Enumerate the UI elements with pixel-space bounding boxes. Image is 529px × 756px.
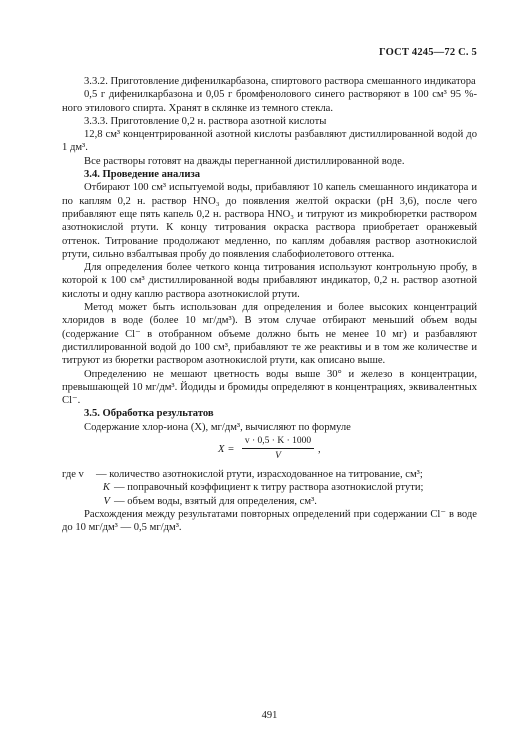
section-3-3-2-heading: 3.3.2. Приготовление дифенилкарбазона, спиртового раствора смешанного индикатора [84, 76, 476, 87]
section-3-4-heading: 3.4. Проведение анализа [84, 169, 200, 181]
legend-text: — объем воды, взятый для определения, см³. [114, 495, 317, 507]
section-3-5-heading: 3.5. Обработка результатов [84, 408, 214, 420]
paragraph: Расхождения между результатами повторных определений при содержании Cl⁻ в воде до 10 мг/дм³ — 0,5 мг/дм³. [62, 508, 477, 534]
formula-comma: , [318, 444, 321, 456]
paragraph: Все растворы готовят на дважды перегнанной дистиллированной воде. [84, 155, 405, 167]
formula-denominator: V [275, 451, 281, 462]
paragraph: Содержание хлор-иона (X), мг/дм³, вычисляют по формуле [84, 421, 351, 433]
formula [62, 435, 477, 465]
section-3-3-3-heading: 3.3.3. Приготовление 0,2 н. раствора азотной кислоты [84, 115, 327, 127]
legend-row [62, 481, 477, 494]
legend-text: — количество азотнокислой ртути, израсходованное на титрование, см³; [96, 469, 423, 481]
formula-lhs: X [218, 444, 225, 456]
document-body [62, 75, 477, 535]
legend-symbol: где v [62, 469, 84, 481]
formula-legend [62, 468, 477, 508]
fraction-bar [242, 448, 314, 449]
legend-text: — поправочный коэффициент к титру раствора азотнокислой ртути; [114, 482, 424, 494]
document-page [62, 0, 477, 756]
page-header: ГОСТ 4245—72 С. 5 [378, 47, 477, 58]
paragraph: Метод может быть использован для определения и более высоких концентраций хлоридов в воде (более 10 мг/дм³). В этом случае отбирают меньший объем воды (содержание Cl⁻ в отобранном объеме должно быть не менее 10 мг) и разбавляют дистиллированной водой до 100 см³, прибавляют те же реактивы и в том же количестве и титруют из бюретки раствором азотнокислой ртути, как описано выше. [62, 302, 477, 367]
paragraph: Определению не мешают цветность воды выше 30° и железо в концентрации, превышающей 10 мг/дм³. Йодиды и бромиды определяют в концентрациях, эквивалентных Cl⁻. [62, 368, 477, 407]
formula-equals: = [228, 444, 234, 456]
paragraph: 0,5 г дифенилкарбазона и 0,05 г бромфенолового синего растворяют в 100 см³ 95 %-ного этилового спирта. Хранят в склянке из темного стекла. [62, 89, 477, 114]
paragraph: Для определения более четкого конца титрования используют контрольную пробу, в которой к 100 см³ дистиллированной воды прибавляют индикатор, 0,2 н. раствор азотной кислоты и одну каплю раствора азотнокислой ртути. [62, 262, 477, 300]
legend-symbol: V [103, 495, 110, 507]
legend-symbol: K [102, 482, 110, 494]
page-number: 491 [261, 710, 278, 721]
formula-fraction [242, 435, 314, 462]
formula-numerator: v · 0,5 · K · 1000 [244, 436, 312, 447]
legend-row [62, 468, 477, 481]
paragraph: Отбирают 100 см³ испытуемой воды, прибавляют 10 капель смешанного индикатора и по каплям 0,2 н. раствор HNO₃ до появления желтой окраски (pH 3,6), после чего прибавляют еще пять капель 0,2 н. раствора HNO₃ и титруют из микробюретки раствором азотнокислой ртути. К концу титрования окраска раствора приобретает оранжевый оттенок. Титрование продолжают медленно, по каплям добавляя раствор азотнокислой ртути, сильно взбалтывая пробу до появления слабофиолетового оттенка. [62, 182, 477, 260]
legend-row [62, 495, 477, 508]
paragraph: 12,8 см³ концентрированной азотной кислоты разбавляют дистиллированной водой до 1 дм³. [62, 129, 477, 154]
